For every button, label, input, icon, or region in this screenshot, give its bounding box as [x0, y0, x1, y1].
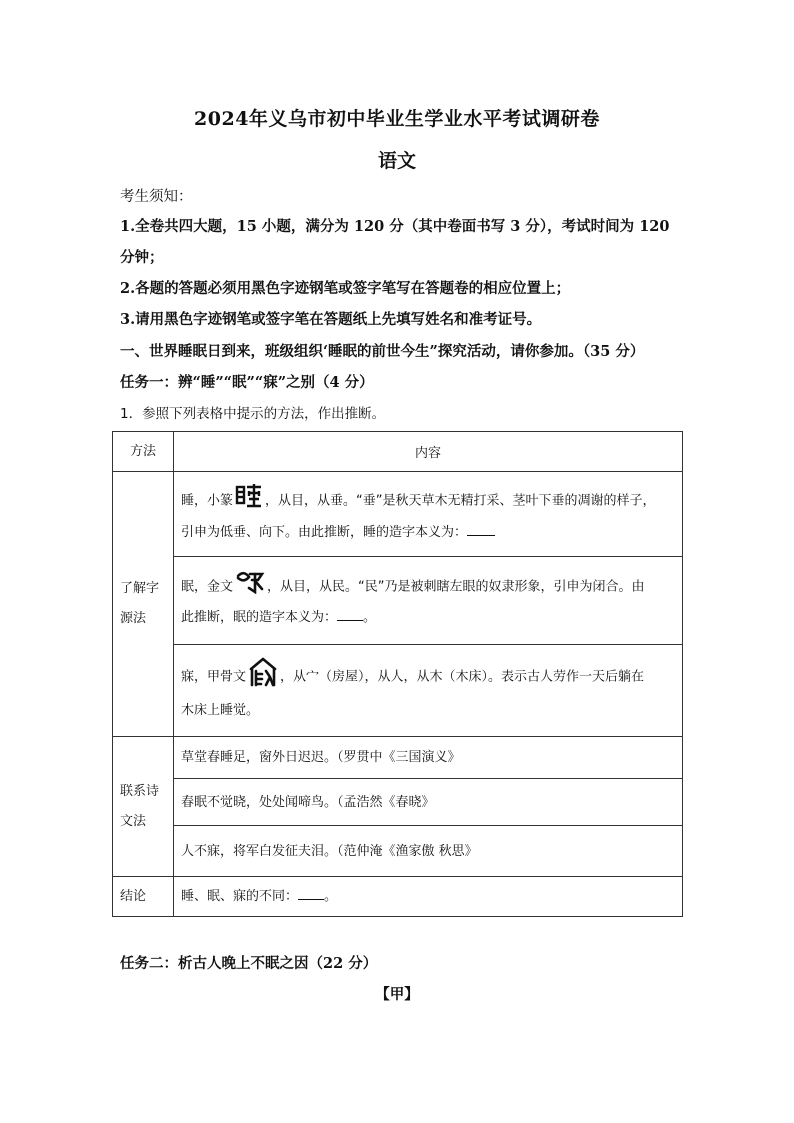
seal-script-shui-glyph — [235, 483, 263, 519]
mian-text-c: 此推断，眠的造字本义为： — [181, 610, 338, 625]
oracle-bone-mei-glyph — [248, 657, 278, 697]
conclusion-text: 睡、眠、寐的不同： — [181, 889, 299, 904]
exam-title: 2024年义乌市初中毕业生学业水平考试调研卷 — [194, 108, 600, 130]
mian-answer-blank[interactable] — [337, 608, 363, 621]
mian-text-d: 。 — [363, 610, 377, 625]
task-2-heading: 任务二：析古人晚上不眠之因（22 分） — [120, 955, 378, 972]
row-mian — [174, 557, 683, 645]
shui-text-b: ，从目，从垂。“垂”是秋天草木无精打采、茎叶下垂的凋谢的样子， — [265, 493, 656, 508]
notice-heading: 考生须知： — [120, 189, 193, 205]
mei-text-b: ，从宀（房屋），从人，从木（木床）。表示古人劳作一天后躺在 — [280, 669, 645, 685]
conclusion-answer-blank[interactable] — [298, 887, 324, 900]
task-1-heading: 任务一：辨“睡”“眠”“寐”之别（4 分） — [120, 374, 374, 391]
header-method: 方法 — [113, 432, 174, 472]
shui-text-a: 睡，小篆 — [181, 493, 234, 508]
poem-1: 草堂春睡足，窗外日迟迟。（罗贯中《三国演义》 — [174, 737, 683, 779]
question-1: 1．参照下列表格中提示的方法，作出推断。 — [120, 406, 386, 422]
shui-text-c: 引申为低垂、向下。由此推断，睡的造字本义为： — [181, 524, 468, 540]
section-1-heading: 一、世界睡眠日到来，班级组织‘睡眠的前世今生”探究活动，请你参加。（35 分） — [120, 343, 645, 360]
row-shui — [174, 472, 683, 557]
row-conclusion — [174, 877, 683, 917]
method-table — [112, 431, 683, 917]
shui-answer-blank[interactable] — [467, 523, 495, 536]
mian-text-b: ，从目，从民。“民”乃是被刺瞎左眼的奴隶形象，引申为闭合。由 — [267, 579, 645, 595]
conclusion-label: 结论 — [113, 877, 174, 917]
notice-item-1-cont: 分钟； — [120, 249, 164, 266]
mian-text-a: 眠，金文 — [181, 579, 234, 595]
notice-item-2: 2.各题的答题必须用黑色字迹钢笔或签字笔写在答题卷的相应位置上； — [120, 280, 571, 297]
method-origin-label: 了解字源法 — [113, 472, 174, 737]
notice-item-1: 1.全卷共四大题，15 小题，满分为 120 分（其中卷面书写 3 分），考试时间为 120 — [120, 218, 670, 235]
conclusion-text-end: 。 — [324, 889, 338, 904]
notice-item-3: 3.请用黑色字迹钢笔或签字笔在答题纸上先填写姓名和准考证号。 — [120, 311, 542, 328]
bronze-script-mian-glyph — [235, 570, 265, 604]
mei-text-c: 木床上睡觉。 — [181, 703, 260, 718]
subject-title: 语文 — [377, 150, 416, 172]
part-jia-label: 【甲】 — [375, 986, 419, 1003]
row-mei — [174, 645, 683, 737]
mei-text-a: 寐，甲骨文 — [181, 669, 247, 685]
poem-3: 人不寐，将军白发征夫泪。（范仲淹《渔家傲 秋思》 — [174, 826, 683, 877]
poem-2: 春眠不觉晓，处处闻啼鸟。（孟浩然《春晓》 — [174, 779, 683, 826]
method-poem-label: 联系诗文法 — [113, 737, 174, 877]
header-content: 内容 — [174, 432, 683, 472]
